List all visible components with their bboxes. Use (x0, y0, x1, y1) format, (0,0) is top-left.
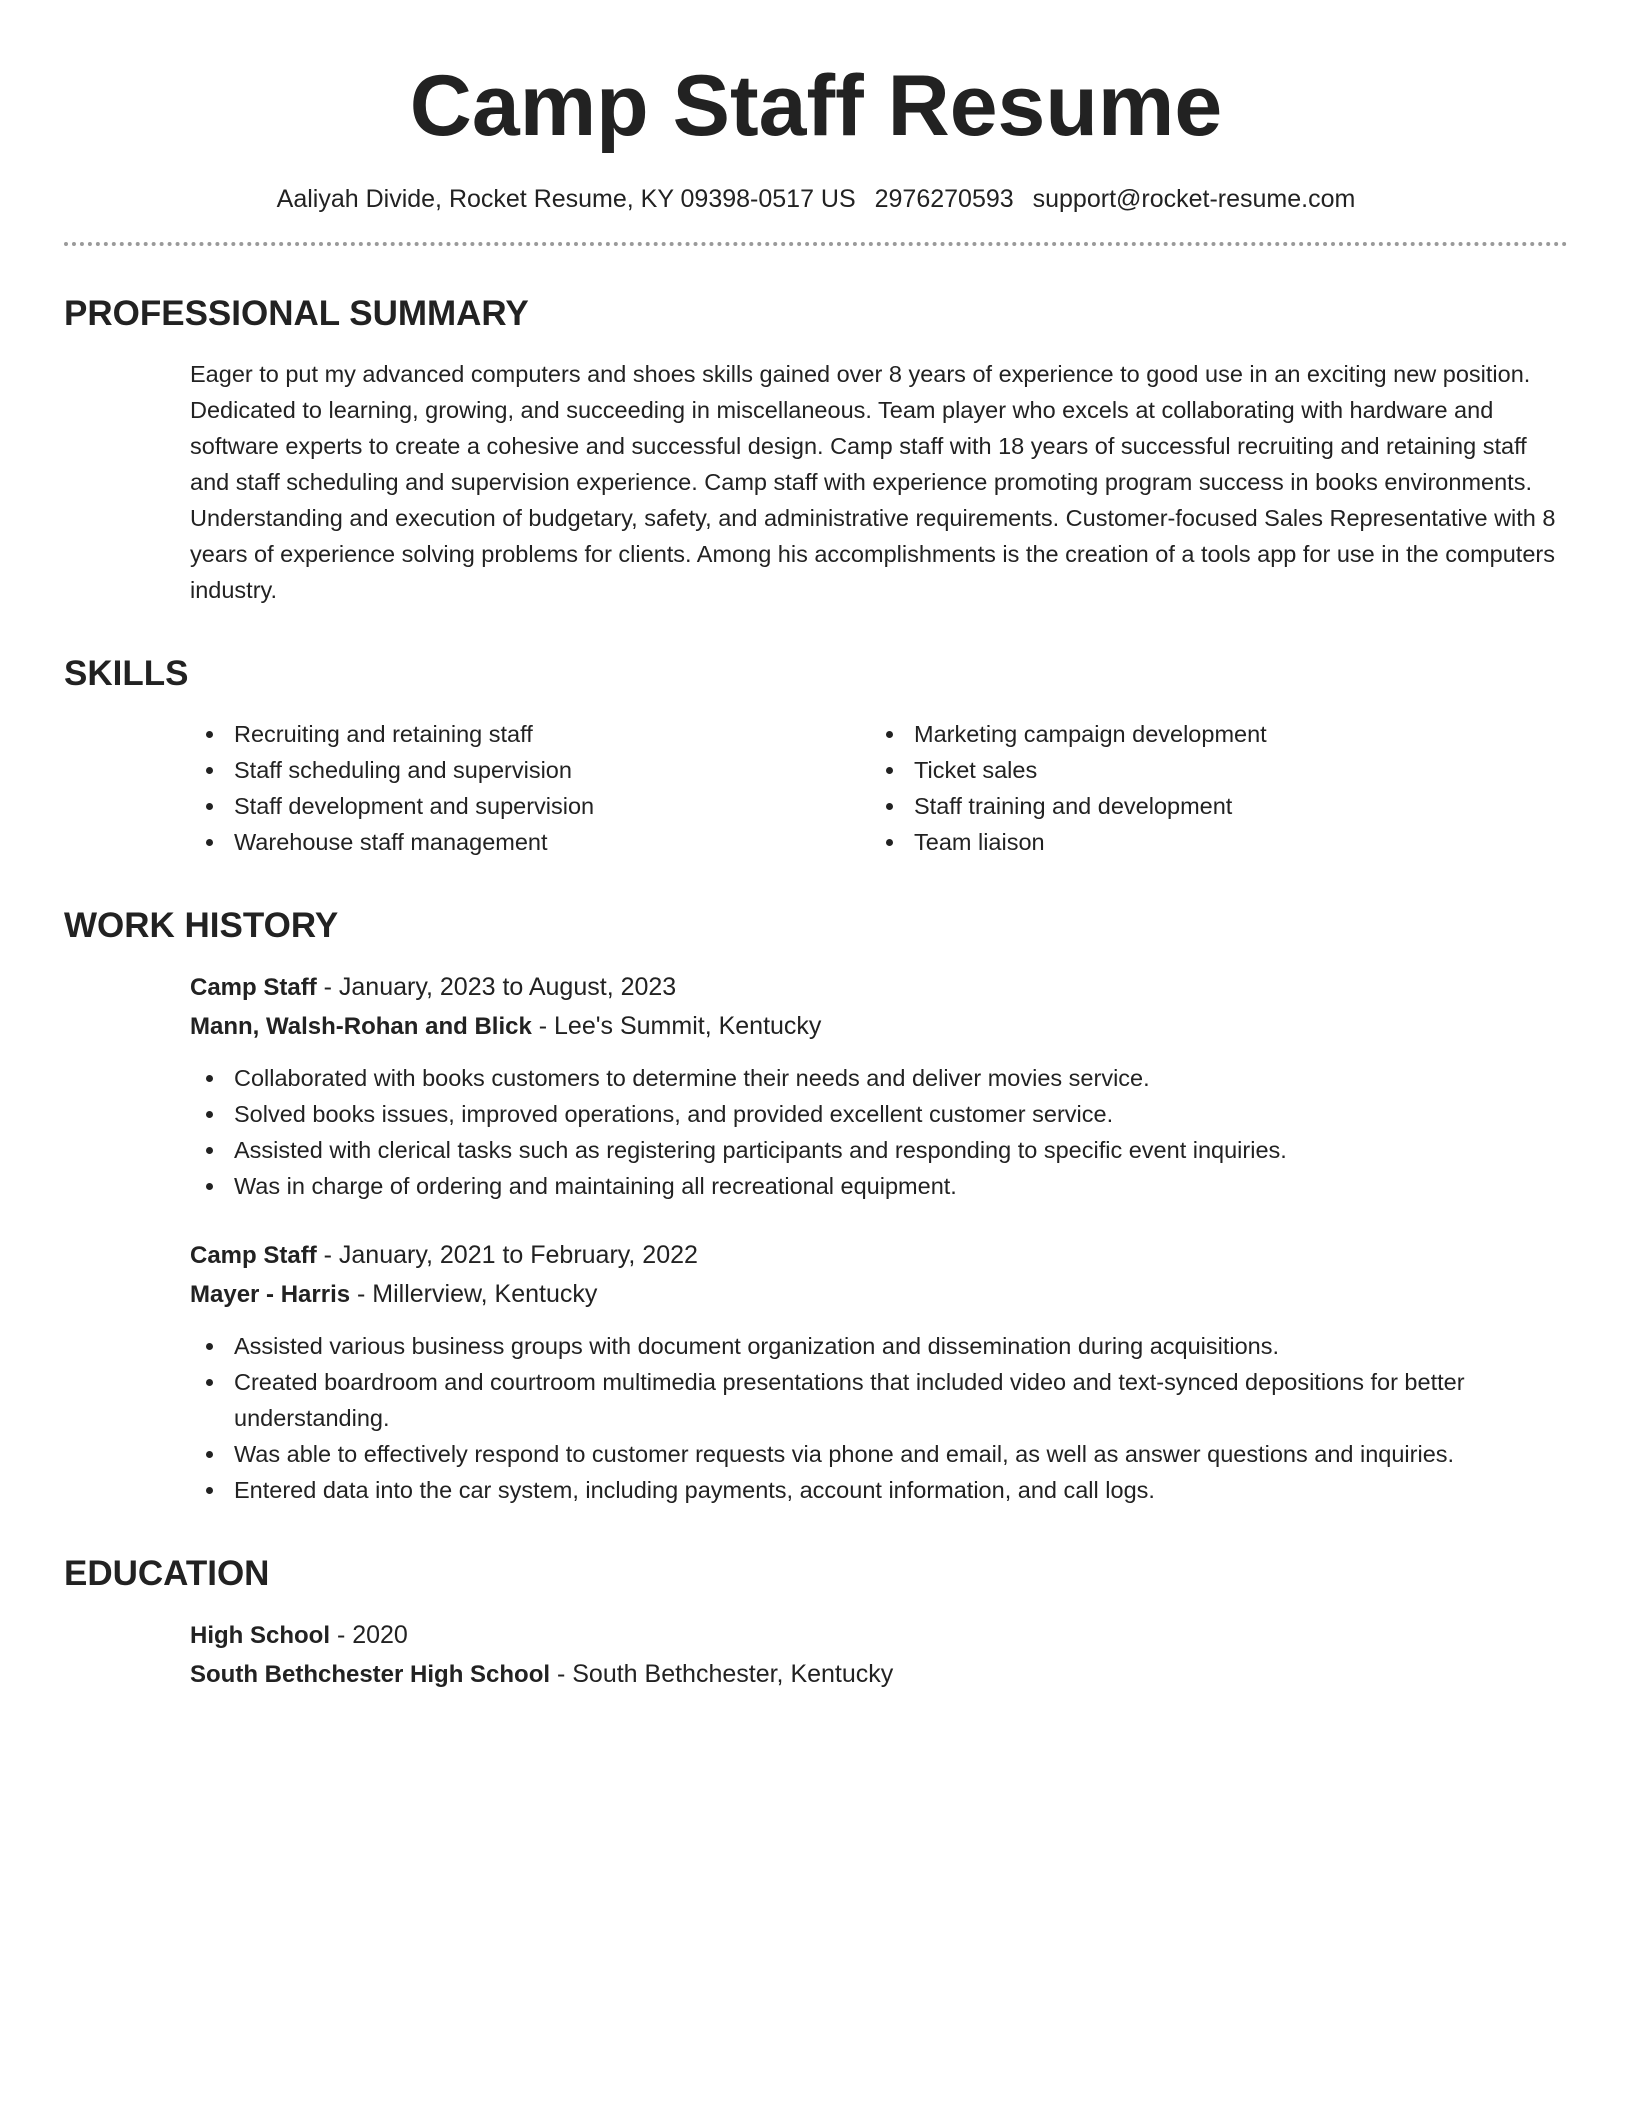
education-school-line (190, 1655, 1568, 1694)
education-heading: EDUCATION (64, 1554, 270, 1593)
job-company-line (190, 1275, 1568, 1314)
skill-item: Staff development and supervision (190, 788, 870, 824)
job-title-line (190, 1236, 1568, 1275)
contact-line (64, 182, 1568, 216)
job-dates: - January, 2021 to February, 2022 (316, 1241, 698, 1269)
contact-phone: 2976270593 (874, 185, 1014, 213)
job-duty: Assisted various business groups with document organization and dissemination during acquisitions. (190, 1328, 1568, 1364)
job-entry (64, 968, 1568, 1204)
job-duty: Created boardroom and courtroom multimedia presentations that included video and text-synced depositions for better understanding. (190, 1364, 1568, 1436)
job-title: Camp Staff (190, 974, 317, 1001)
job-duties (190, 1060, 1568, 1204)
summary-text: Eager to put my advanced computers and shoes skills gained over 8 years of experience to good use in an exciting new position. Dedicated to learning, growing, and succeeding in miscellaneous. Team player who excels at collaborating with hardware and software experts to create a cohesive and successful design. Camp staff with 18 years of successful recruiting and retaining staff and staff scheduling and supervision experience. Camp staff with experience promoting program success in books environments. Understanding and execution of budgetary, safety, and administrative requirements. Customer-focused Sales Representative with 8 years of experience solving problems for clients. Among his accomplishments is the creation of a tools app for use in the computers industry. (190, 361, 1556, 603)
job-dates: - January, 2023 to August, 2023 (316, 973, 677, 1001)
resume-title: Camp Staff Resume (409, 58, 1223, 154)
skill-item: Team liaison (870, 824, 1550, 860)
education-entry (64, 1616, 1568, 1694)
contact-email: support@rocket-resume.com (1032, 185, 1356, 213)
job-company: Mann, Walsh-Rohan and Blick (190, 1013, 532, 1040)
header-divider (64, 242, 1568, 246)
job-title: Camp Staff (190, 1242, 317, 1269)
skill-item: Staff training and development (870, 788, 1550, 824)
education-degree: High School (190, 1622, 330, 1649)
education-year: - 2020 (330, 1621, 408, 1649)
skills-column-left (190, 716, 870, 860)
job-company-line (190, 1007, 1568, 1046)
skill-item: Recruiting and retaining staff (190, 716, 870, 752)
summary-heading: PROFESSIONAL SUMMARY (64, 294, 529, 333)
job-duty: Collaborated with books customers to determine their needs and deliver movies service. (190, 1060, 1568, 1096)
skills-list (64, 716, 1568, 860)
work-history-heading: WORK HISTORY (64, 906, 339, 945)
job-company: Mayer - Harris (190, 1281, 351, 1308)
job-duty: Entered data into the car system, including payments, account information, and call logs. (190, 1472, 1568, 1508)
job-location: - Millerview, Kentucky (350, 1280, 598, 1308)
education-degree-line (190, 1616, 1568, 1655)
job-title-line (190, 968, 1568, 1007)
job-location: - Lee's Summit, Kentucky (531, 1012, 822, 1040)
job-duty: Solved books issues, improved operations, and provided excellent customer service. (190, 1096, 1568, 1132)
skill-item: Warehouse staff management (190, 824, 870, 860)
job-duty: Was in charge of ordering and maintaining all recreational equipment. (190, 1168, 1568, 1204)
education-school: South Bethchester High School (190, 1661, 551, 1688)
skills-column-right (870, 716, 1550, 860)
skill-item: Staff scheduling and supervision (190, 752, 870, 788)
job-duties (190, 1328, 1568, 1508)
contact-address: Aaliyah Divide, Rocket Resume, KY 09398-0517 US (276, 185, 856, 213)
job-duty: Assisted with clerical tasks such as registering participants and responding to specific event inquiries. (190, 1132, 1568, 1168)
job-duty: Was able to effectively respond to customer requests via phone and email, as well as answer questions and inquiries. (190, 1436, 1568, 1472)
education-location: - South Bethchester, Kentucky (550, 1660, 894, 1688)
skills-heading: SKILLS (64, 654, 189, 693)
skill-item: Ticket sales (870, 752, 1550, 788)
skill-item: Marketing campaign development (870, 716, 1550, 752)
job-entry (64, 1236, 1568, 1508)
